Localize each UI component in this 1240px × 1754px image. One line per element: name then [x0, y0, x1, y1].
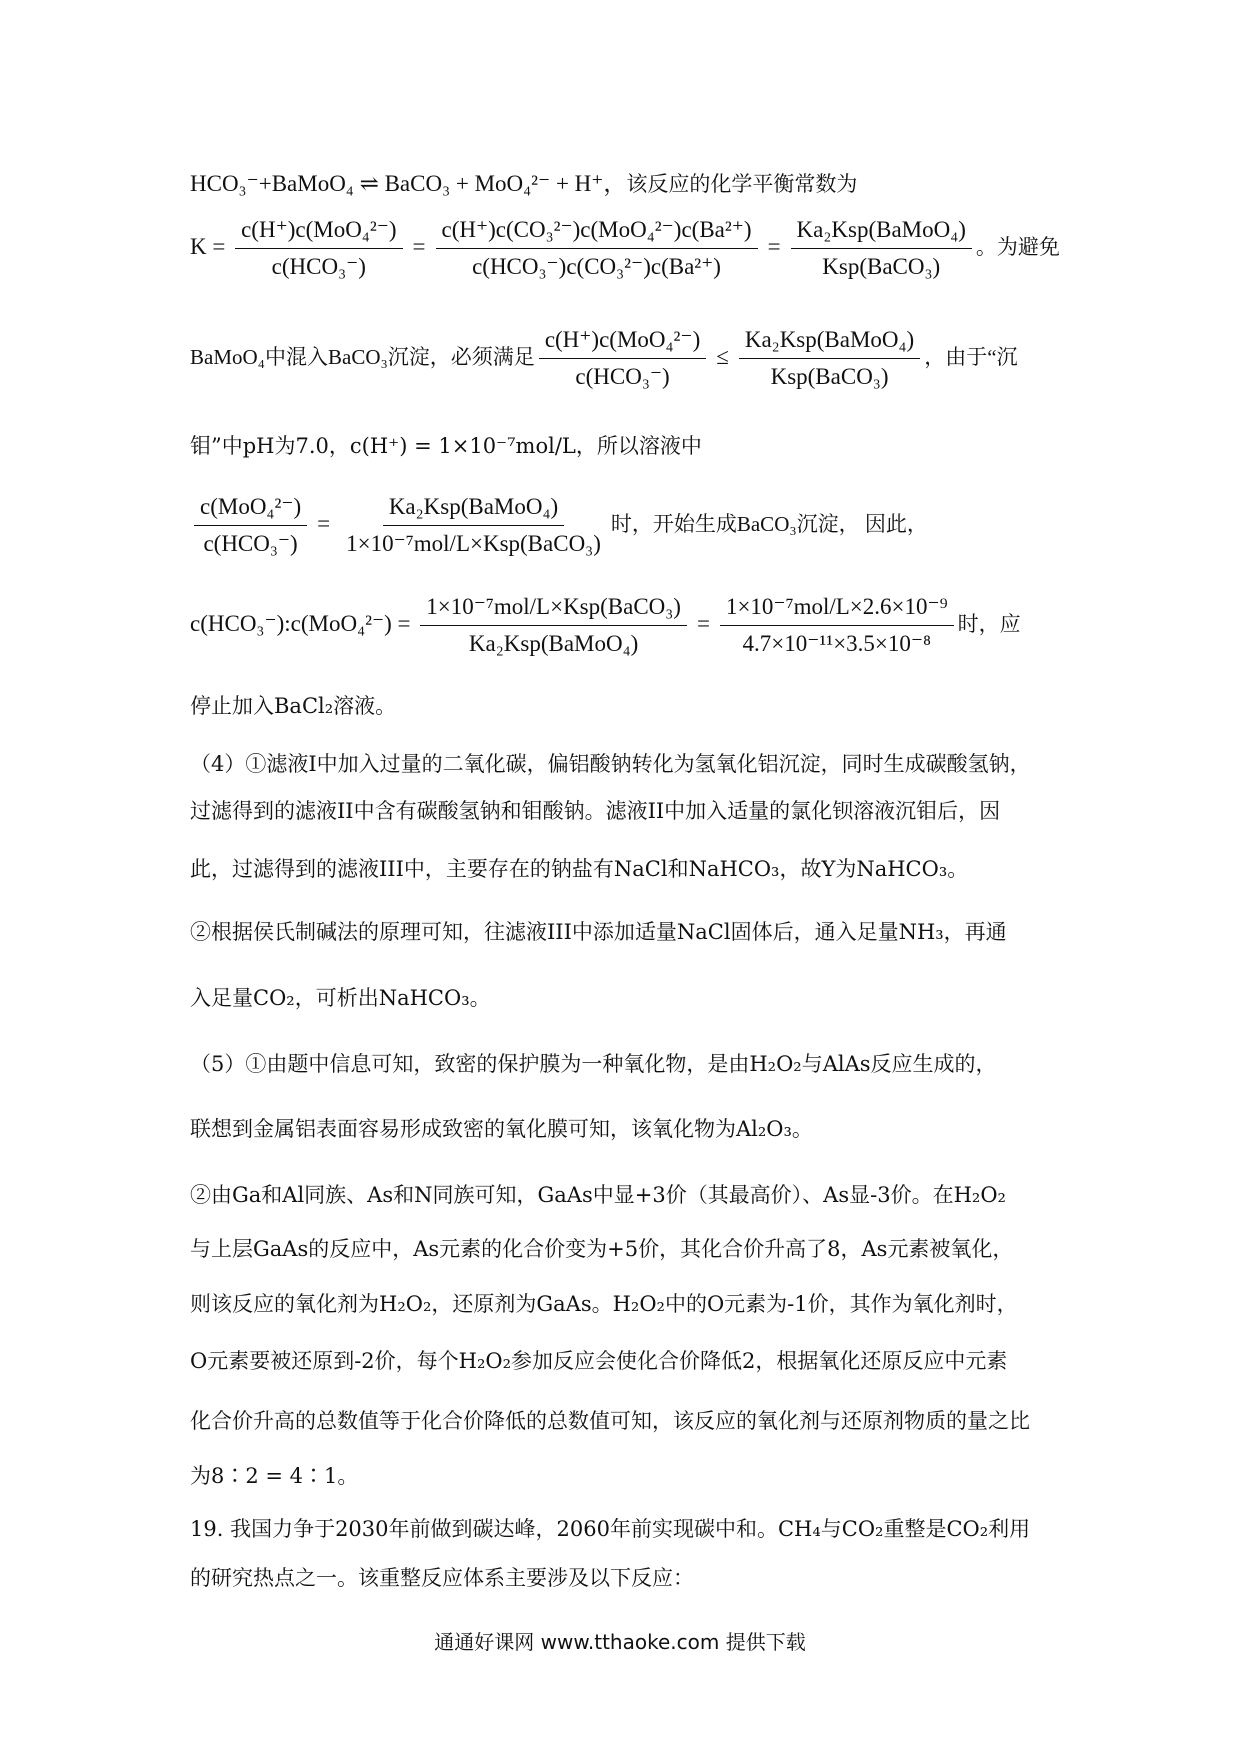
numerator: c(H⁺)c(CO₃²⁻)c(MoO₄²⁻)c(Ba²⁺): [436, 215, 758, 249]
paragraph-5-line: ②由Ga和Al同族、As和N同族可知，GaAs中显+3价（其最高价）、As显-3价。在H₂O₂: [190, 1183, 1006, 1207]
text-line: 钼”中pH为7.0，c(H⁺) = 1×10⁻⁷mol/L，所以溶液中: [190, 434, 702, 458]
paragraph-4-line: （4）①滤液I中加入过量的二氧化碳，偏铝酸钠转化为氢氧化铝沉淀，同时生成碳酸氢钠，: [190, 752, 1031, 776]
denominator: Ksp(BaCO₃): [822, 254, 941, 279]
paragraph-5-line: 联想到金属铝表面容易形成致密的氧化膜可知，该氧化物为Al₂O₃。: [190, 1117, 813, 1141]
paragraph-4-line: 入足量CO₂，可析出NaHCO₃。: [190, 986, 491, 1010]
fraction: [340, 492, 607, 559]
footer-text: 通通好课网 www.tthaoke.com 提供下载: [434, 1630, 806, 1654]
equation-line-3: [190, 325, 1060, 392]
text-line: 停止加入BaCl₂溶液。: [190, 694, 397, 718]
denominator: Ka₂Ksp(BaMoO₄): [468, 631, 639, 656]
numerator: c(H⁺)c(MoO₄²⁻): [539, 325, 706, 359]
fraction: [436, 215, 758, 282]
numerator: Ka₂Ksp(BaMoO₄): [739, 325, 920, 359]
text-span: 该反应的化学平衡常数为: [626, 172, 858, 196]
fraction: [235, 215, 402, 282]
paragraph-5-line: 则该反应的氧化剂为H₂O₂，还原剂为GaAs。H₂O₂中的O元素为-1价，其作为氧化剂时，: [190, 1292, 1018, 1316]
ratio-expression: c(HCO₃⁻):c(MoO₄²⁻) =: [190, 610, 411, 636]
question-19-line: 的研究热点之一。该重整反应体系主要涉及以下反应：: [190, 1566, 694, 1590]
less-equal-sign: ≤: [716, 343, 729, 369]
text-span: 时，开始生成BaCO₃沉淀， 因此，: [610, 511, 928, 536]
reaction-equation: HCO₃⁻+BaMoO₄ ⇌ BaCO₃ + MoO₄²⁻ + H⁺，: [190, 171, 627, 196]
numerator: c(H⁺)c(MoO₄²⁻): [235, 215, 402, 249]
paragraph-4-line: 此，过滤得到的滤液III中，主要存在的钠盐有NaCl和NaHCO₃，故Y为NaHCO₃。: [190, 857, 969, 881]
equation-line-1: [190, 168, 1060, 200]
denominator: 1×10⁻⁷mol/L×Ksp(BaCO₃): [346, 531, 601, 556]
fraction: [791, 215, 972, 282]
numerator: 1×10⁻⁷mol/L×2.6×10⁻⁹: [720, 592, 954, 626]
denominator: Ksp(BaCO₃): [770, 364, 889, 389]
numerator: 1×10⁻⁷mol/L×Ksp(BaCO₃): [420, 592, 687, 626]
paragraph-5-line: O元素要被还原到-2价，每个H₂O₂参加反应会使化合价降低2，根据氧化还原反应中元素: [190, 1349, 1008, 1373]
equation-line-5: $\frac{\text{c(MoO₄²⁻)}}{\text{c(HCO₃⁻)}}$ = $\frac{\text{Ka₂Ksp(BaMoO₄)}}{\text{1×10⁻⁷mol/L×Ksp(BaCO₃)}}$ 时，开始生成BaCO₃沉淀， 因此，: [190, 492, 1060, 559]
denominator: c(HCO₃⁻): [271, 254, 366, 279]
text-span: 。为避免: [975, 234, 1060, 259]
k-symbol: K =: [190, 233, 226, 259]
paragraph-5-line: 化合价升高的总数值等于化合价降低的总数值可知，该反应的氧化剂与还原剂物质的量之比: [190, 1409, 1030, 1433]
denominator: c(HCO₃⁻): [575, 364, 670, 389]
paragraph-4-line: ②根据侯氏制碱法的原理可知，往滤液III中添加适量NaCl固体后，通入足量NH₃，再通: [190, 920, 1007, 944]
fraction: [720, 592, 954, 659]
paragraph-5-line: 为8∶2 = 4∶1。: [190, 1464, 359, 1488]
denominator: 4.7×10⁻¹¹×3.5×10⁻⁸: [742, 631, 932, 656]
paragraph-5-line: 与上层GaAs的反应中，As元素的化合价变为+5价，其化合价升高了8，As元素被氧化，: [190, 1237, 1014, 1261]
paragraph-4-line: 过滤得到的滤液II中含有碳酸氢钠和钼酸钠。滤液II中加入适量的氯化钡溶液沉钼后，因: [190, 799, 1001, 823]
numerator: Ka₂Ksp(BaMoO₄): [791, 215, 972, 249]
denominator: c(HCO₃⁻)c(CO₃²⁻)c(Ba²⁺): [472, 254, 721, 279]
numerator: Ka₂Ksp(BaMoO₄): [383, 492, 564, 526]
numerator: c(MoO₄²⁻): [194, 492, 307, 526]
fraction: [194, 492, 307, 559]
text-span: 时，应: [957, 611, 1021, 636]
paragraph-5-line: （5）①由题中信息可知，致密的保护膜为一种氧化物，是由H₂O₂与AlAs反应生成的，: [190, 1052, 997, 1076]
fraction: [539, 325, 706, 392]
denominator: c(HCO₃⁻): [203, 531, 298, 556]
text-span: ，由于“沉: [924, 344, 1018, 369]
question-19-line: 19. 我国力争于2030年前做到碳达峰，2060年前实现碳中和。CH₄与CO₂重整是CO₂利用: [190, 1517, 1031, 1541]
text-span: BaMoO₄中混入BaCO₃沉淀，必须满足: [190, 344, 535, 369]
equation-line-6: c(HCO₃⁻):c(MoO₄²⁻) = $\frac{\text{1×10⁻⁷mol/L×Ksp(BaCO₃)}}{\text{Ka₂Ksp(BaMoO₄)}}$ = $\frac{\text{1×10⁻⁷mol/L×2.6×10⁻⁹}}{\text{4.7×10⁻¹¹×3.5×10⁻⁸}}$ 时，应: [190, 592, 1060, 659]
equation-line-2: K = $\frac{\text{c(H⁺)c(MoO₄²⁻)}}{\text{c(HCO₃⁻)}}$ = $\frac{\text{c(H⁺)c(CO₃²⁻)c(MoO₄²⁻)c(Ba²⁺)}}{\text{c(HCO₃⁻)c(CO₃²⁻)c(Ba²⁺)}}$ = $\frac{\text{Ka₂Ksp(BaMoO₄)}}{\text{Ksp(BaCO₃)}}$ 。为避免: [190, 215, 1060, 282]
fraction: [739, 325, 920, 392]
fraction: [420, 592, 687, 659]
